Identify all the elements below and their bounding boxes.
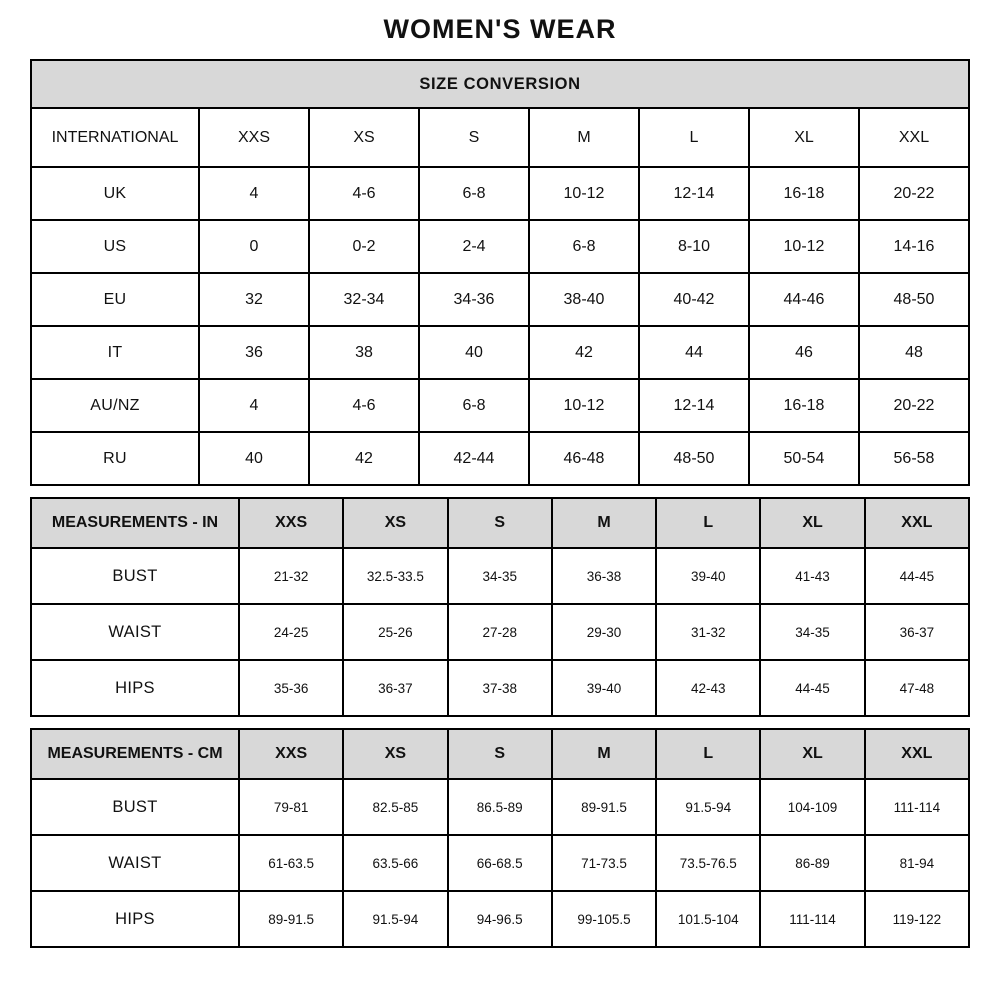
table-row [31,779,969,835]
value-cell: 44-45 [865,548,969,604]
value-cell: 6-8 [419,379,529,432]
table-row [31,891,969,947]
value-cell: 86-89 [760,835,864,891]
column-header: XS [343,498,447,548]
value-cell: 36-38 [552,548,656,604]
table-banner: SIZE CONVERSION [31,60,969,108]
value-cell: 47-48 [865,660,969,716]
value-cell: 29-30 [552,604,656,660]
table-row [31,835,969,891]
row-header-label: MEASUREMENTS - CM [31,729,239,779]
value-cell: 86.5-89 [448,779,552,835]
row-header-label: INTERNATIONAL [31,108,199,167]
table-banner-row [31,60,969,108]
row-label-cell: RU [31,432,199,485]
value-cell: 4-6 [309,167,419,220]
value-cell: 36-37 [343,660,447,716]
value-cell: 111-114 [865,779,969,835]
table-row [31,220,969,273]
column-header: S [448,498,552,548]
value-cell: 42 [309,432,419,485]
value-cell: 32-34 [309,273,419,326]
column-header-row [31,729,969,779]
row-label-cell: UK [31,167,199,220]
value-cell: 101.5-104 [656,891,760,947]
value-cell: 66-68.5 [448,835,552,891]
value-cell: 48-50 [639,432,749,485]
column-header: XXS [239,498,343,548]
value-cell: 39-40 [552,660,656,716]
value-cell: 32 [199,273,309,326]
value-cell: 40-42 [639,273,749,326]
column-header: L [656,498,760,548]
table-row [31,379,969,432]
column-header: XXL [859,108,969,167]
value-cell: 12-14 [639,167,749,220]
value-cell: 44 [639,326,749,379]
value-cell: 38-40 [529,273,639,326]
value-cell: 27-28 [448,604,552,660]
row-label-cell: BUST [31,779,239,835]
value-cell: 24-25 [239,604,343,660]
value-cell: 10-12 [529,379,639,432]
value-cell: 46 [749,326,859,379]
value-cell: 35-36 [239,660,343,716]
value-cell: 10-12 [529,167,639,220]
value-cell: 4 [199,379,309,432]
value-cell: 39-40 [656,548,760,604]
column-header: XXS [239,729,343,779]
value-cell: 81-94 [865,835,969,891]
value-cell: 38 [309,326,419,379]
value-cell: 42-43 [656,660,760,716]
value-cell: 31-32 [656,604,760,660]
value-cell: 10-12 [749,220,859,273]
value-cell: 94-96.5 [448,891,552,947]
column-header-row [31,108,969,167]
value-cell: 25-26 [343,604,447,660]
value-cell: 4 [199,167,309,220]
page-title: WOMEN'S WEAR [383,14,617,44]
value-cell: 34-35 [448,548,552,604]
value-cell: 6-8 [529,220,639,273]
value-cell: 48 [859,326,969,379]
measurements-in-table [30,497,970,717]
row-label-cell: WAIST [31,835,239,891]
row-label-cell: IT [31,326,199,379]
column-header: XL [760,729,864,779]
value-cell: 12-14 [639,379,749,432]
column-header: XXS [199,108,309,167]
value-cell: 0-2 [309,220,419,273]
value-cell: 16-18 [749,379,859,432]
value-cell: 34-36 [419,273,529,326]
value-cell: 6-8 [419,167,529,220]
value-cell: 111-114 [760,891,864,947]
value-cell: 4-6 [309,379,419,432]
table-row [31,548,969,604]
value-cell: 21-32 [239,548,343,604]
value-cell: 119-122 [865,891,969,947]
column-header: L [656,729,760,779]
column-header: S [448,729,552,779]
measurements-cm-table [30,728,970,948]
column-header: XXL [865,729,969,779]
value-cell: 20-22 [859,379,969,432]
column-header: XL [760,498,864,548]
value-cell: 14-16 [859,220,969,273]
value-cell: 82.5-85 [343,779,447,835]
value-cell: 40 [419,326,529,379]
table-row [31,273,969,326]
value-cell: 56-58 [859,432,969,485]
value-cell: 50-54 [749,432,859,485]
table-row [31,167,969,220]
value-cell: 44-46 [749,273,859,326]
column-header: S [419,108,529,167]
table-row [31,660,969,716]
table-row [31,326,969,379]
column-header: XS [343,729,447,779]
value-cell: 89-91.5 [552,779,656,835]
value-cell: 32.5-33.5 [343,548,447,604]
column-header: M [552,729,656,779]
value-cell: 71-73.5 [552,835,656,891]
value-cell: 104-109 [760,779,864,835]
value-cell: 0 [199,220,309,273]
value-cell: 40 [199,432,309,485]
value-cell: 8-10 [639,220,749,273]
value-cell: 61-63.5 [239,835,343,891]
value-cell: 99-105.5 [552,891,656,947]
value-cell: 73.5-76.5 [656,835,760,891]
value-cell: 79-81 [239,779,343,835]
value-cell: 42-44 [419,432,529,485]
value-cell: 91.5-94 [656,779,760,835]
column-header: M [552,498,656,548]
column-header: XL [749,108,859,167]
value-cell: 37-38 [448,660,552,716]
row-label-cell: WAIST [31,604,239,660]
value-cell: 63.5-66 [343,835,447,891]
row-header-label: MEASUREMENTS - IN [31,498,239,548]
value-cell: 89-91.5 [239,891,343,947]
value-cell: 48-50 [859,273,969,326]
value-cell: 16-18 [749,167,859,220]
row-label-cell: AU/NZ [31,379,199,432]
column-header: XXL [865,498,969,548]
value-cell: 41-43 [760,548,864,604]
row-label-cell: BUST [31,548,239,604]
value-cell: 44-45 [760,660,864,716]
value-cell: 46-48 [529,432,639,485]
value-cell: 20-22 [859,167,969,220]
row-label-cell: HIPS [31,660,239,716]
column-header: XS [309,108,419,167]
table-row [31,432,969,485]
row-label-cell: US [31,220,199,273]
value-cell: 2-4 [419,220,529,273]
value-cell: 36-37 [865,604,969,660]
size-conversion-table [30,59,970,486]
value-cell: 42 [529,326,639,379]
column-header-row [31,498,969,548]
table-row [31,604,969,660]
value-cell: 36 [199,326,309,379]
value-cell: 91.5-94 [343,891,447,947]
column-header: M [529,108,639,167]
column-header: L [639,108,749,167]
value-cell: 34-35 [760,604,864,660]
row-label-cell: EU [31,273,199,326]
row-label-cell: HIPS [31,891,239,947]
